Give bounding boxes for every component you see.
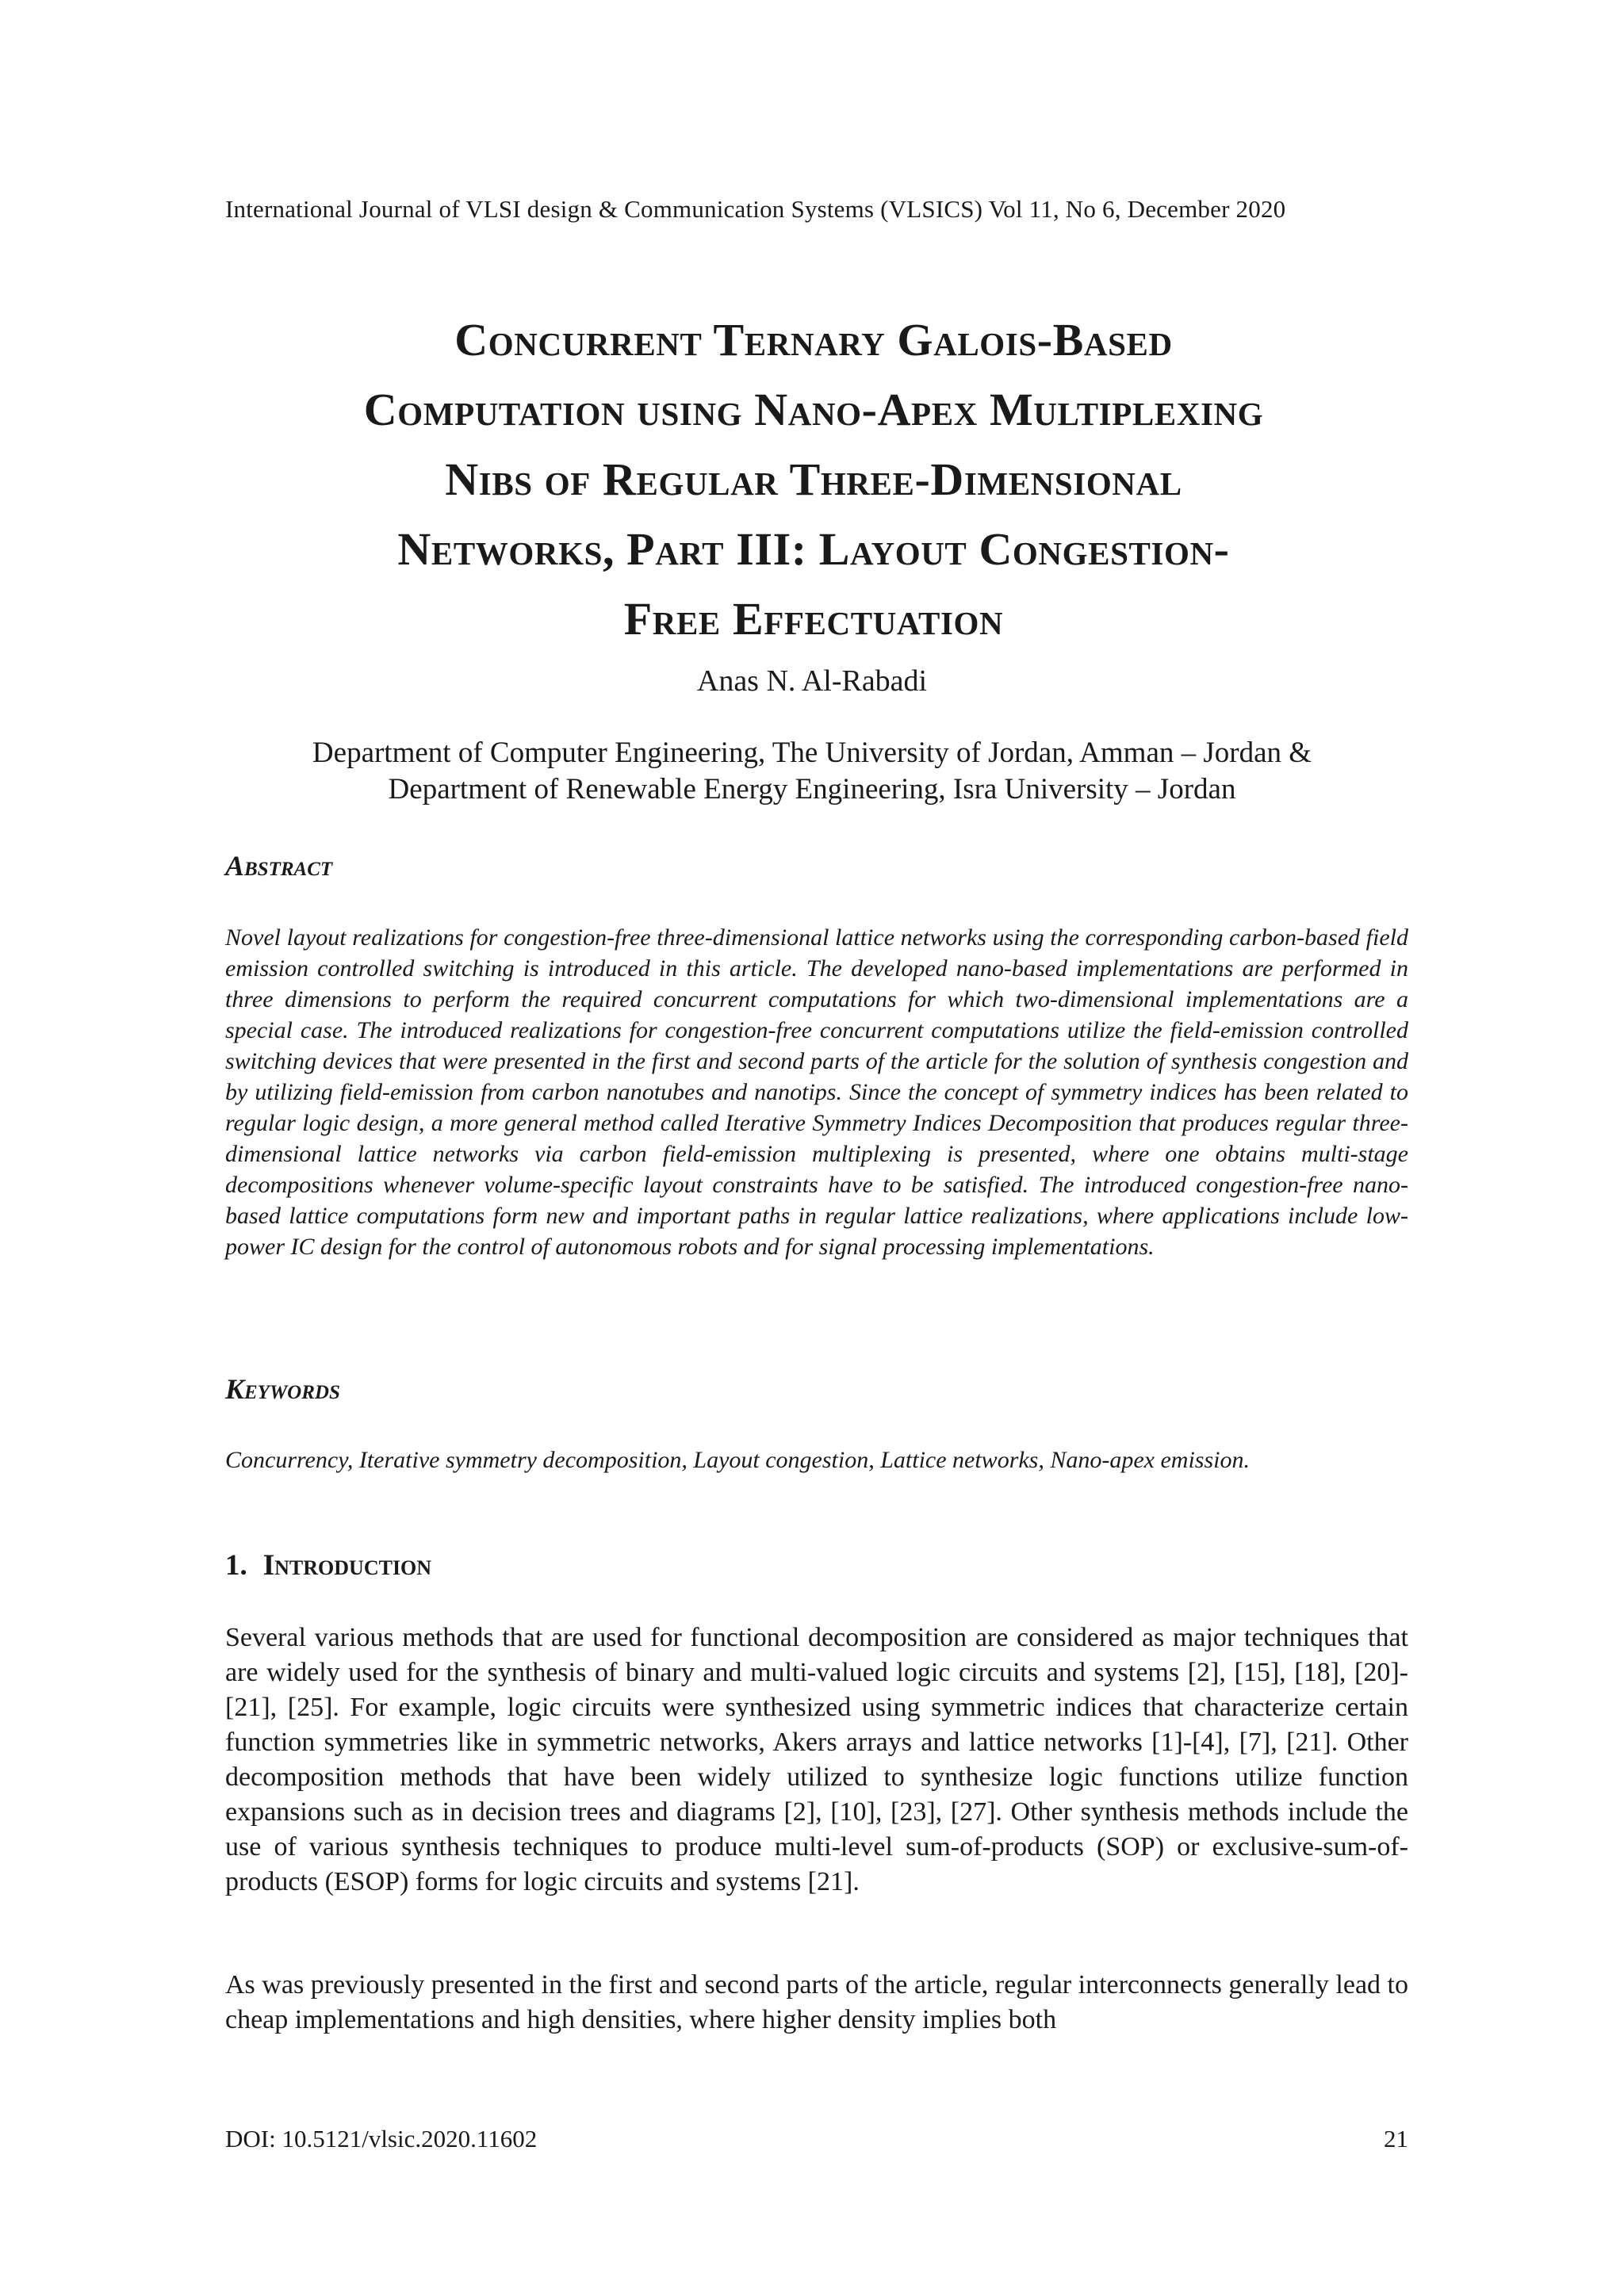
paper-title [198, 305, 1429, 654]
title-line: Computation using Nano-Apex Multiplexing [363, 384, 1264, 435]
keywords-heading: Keywords [225, 1373, 340, 1405]
title-line: Nibs of Regular Three-Dimensional [445, 453, 1182, 505]
footer-doi: DOI: 10.5121/vlsic.2020.11602 [225, 2125, 538, 2152]
affiliation-line: Department of Computer Engineering, The University of Jordan, Amman – Jordan & [312, 737, 1312, 769]
author-affiliation [159, 735, 1465, 808]
journal-header: International Journal of VLSI design & Communication Systems (VLSICS) Vol 11, No 6, December 2020 [225, 195, 1286, 223]
section-title: Introduction [262, 1549, 432, 1582]
title-line: Networks, Part III: Layout Congestion- [397, 523, 1230, 575]
title-line: Concurrent Ternary Galois-Based [454, 314, 1173, 365]
intro-paragraph: As was previously presented in the first and second parts of the article, regular interconnects generally lead to cheap implementations and high densities, where higher density implies both [225, 1970, 1408, 2034]
keywords-text: Concurrency, Iterative symmetry decomposition, Layout congestion, Lattice networks, Nano-apex emission. [225, 1447, 1250, 1473]
intro-paragraph: Several various methods that are used for functional decomposition are considered as major techniques that are widely used for the synthesis of binary and multi-valued logic circuits and systems [2], [15], [18], [20]-[21], [25]. For example, logic circuits were synthesized using symmetric indices that characterize certain function symmetries like in symmetric networks, Akers arrays and lattice networks [1]-[4], [7], [21]. Other decomposition methods that have been widely utilized to synthesize logic functions utilize function expansions such as in decision trees and diagrams [2], [10], [23], [27]. Other synthesis methods include the use of various synthesis techniques to produce multi-level sum-of-products (SOP) or exclusive-sum-of-products (ESOP) forms for logic circuits and systems [21]. [225, 1623, 1408, 1896]
introduction-heading [225, 1548, 431, 1584]
section-number: 1. [225, 1549, 247, 1582]
abstract-text: Novel layout realizations for congestion-free three-dimensional lattice networks using the corresponding carbon-based field emission controlled switching is introduced in this article. The developed nano-based implementations are performed in three dimensions to perform the required concurrent computations for which two-dimensional implementations are a special case. The introduced realizations for congestion-free concurrent computations utilize the field-emission controlled switching devices that were presented in the first and second parts of the article for the solution of synthesis congestion and by utilizing field-emission from carbon nanotubes and nanotips. Since the concept of symmetry indices has been related to regular logic design, a more general method called Iterative Symmetry Indices Decomposition that produces regular three-dimensional lattice networks via carbon field-emission multiplexing is presented, where one obtains multi-stage decompositions whenever volume-specific layout constraints have to be satisfied. The introduced congestion-free nano-based lattice computations form new and important paths in regular lattice realizations, where applications include low-power IC design for the control of autonomous robots and for signal processing implementations. [225, 924, 1408, 1260]
affiliation-line: Department of Renewable Energy Engineering, Isra University – Jordan [388, 773, 1236, 806]
author-name: Anas N. Al-Rabadi [696, 664, 928, 698]
title-line: Free Effectuation [623, 593, 1004, 645]
page-number: 21 [1384, 2125, 1408, 2152]
abstract-heading: Abstract [225, 850, 333, 882]
